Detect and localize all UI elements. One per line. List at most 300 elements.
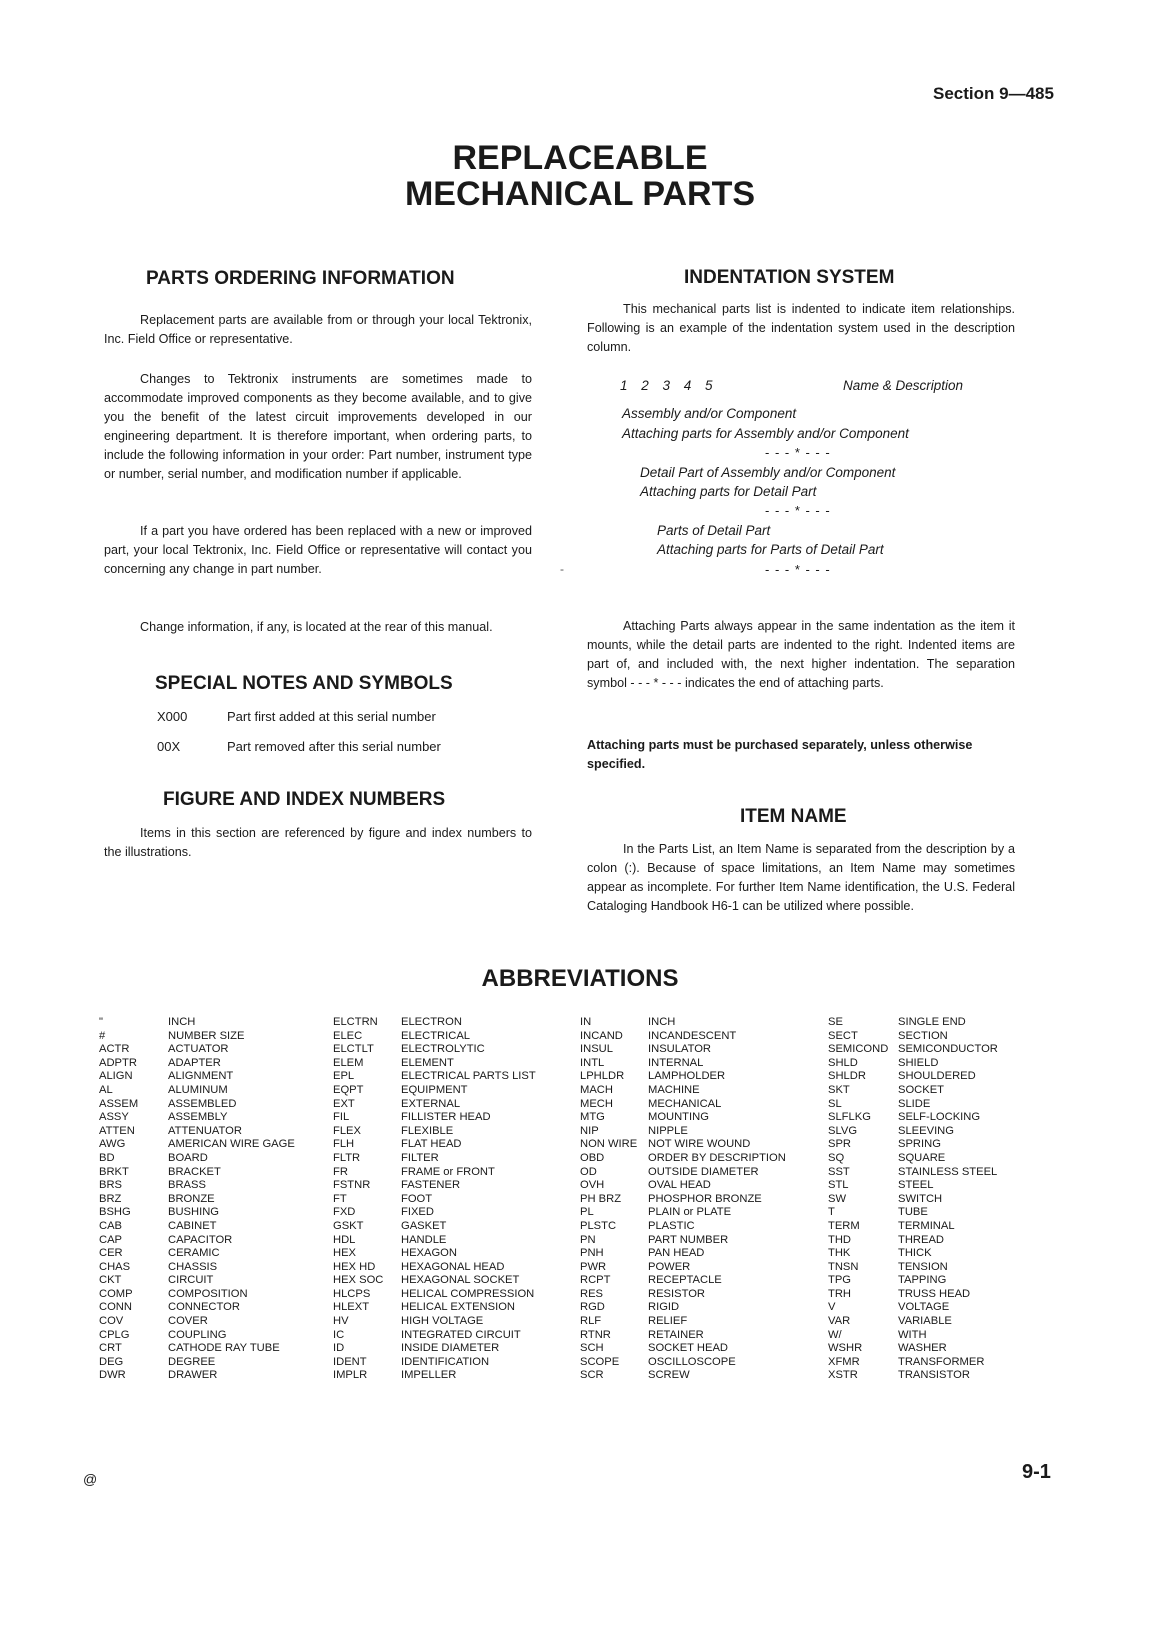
abbreviation-row <box>580 1301 786 1315</box>
indent-line-3: Detail Part of Assembly and/or Component <box>640 465 896 480</box>
copyright-mark: @ <box>83 1471 98 1487</box>
abbreviation-code: ELCTRN <box>333 1016 378 1028</box>
abbreviation-code: CONN <box>99 1301 132 1314</box>
abbreviation-code: IC <box>333 1328 345 1341</box>
abbreviation-row <box>580 1070 786 1084</box>
abbreviation-meaning: INTEGRATED CIRCUIT <box>401 1328 521 1341</box>
abbreviation-row <box>333 1315 536 1329</box>
abbreviation-code: ADPTR <box>99 1056 137 1069</box>
abbreviation-row <box>333 1030 536 1044</box>
abbreviation-code: RLF <box>580 1315 602 1328</box>
abbreviation-meaning: SPRING <box>898 1138 941 1151</box>
abbreviation-meaning: SINGLE END <box>898 1016 966 1028</box>
abbreviation-meaning: PLASTIC <box>648 1219 695 1232</box>
abbreviation-meaning: HEXAGONAL HEAD <box>401 1260 505 1273</box>
abbreviation-meaning: SHOULDERED <box>898 1070 976 1083</box>
name-description-label: Name & Description <box>843 378 964 393</box>
abbreviation-row <box>580 1193 786 1207</box>
abbreviation-code: FR <box>333 1165 348 1178</box>
abbreviation-row <box>828 1288 998 1302</box>
abbreviation-meaning: ASSEMBLED <box>168 1097 237 1110</box>
abbreviation-code: PL <box>580 1206 594 1219</box>
abbreviation-meaning: CIRCUIT <box>168 1274 214 1287</box>
abbreviation-meaning: IDENTIFICATION <box>401 1355 490 1368</box>
abbreviation-code: " <box>99 1016 103 1028</box>
parts-ordering-heading: PARTS ORDERING INFORMATION <box>146 268 455 289</box>
abbreviation-meaning: RECEPTACLE <box>648 1274 722 1287</box>
abbreviation-code: SLVG <box>828 1124 858 1137</box>
abbreviation-meaning: SCREW <box>648 1369 690 1382</box>
abbreviation-row <box>99 1166 295 1180</box>
abbreviation-meaning: FRAME or FRONT <box>401 1165 495 1178</box>
abbreviation-code: CHAS <box>99 1260 131 1273</box>
abbreviation-row <box>99 1274 295 1288</box>
abbreviation-code: RES <box>580 1287 604 1300</box>
abbreviation-meaning: MACHINE <box>648 1083 700 1096</box>
abbreviation-code: RGD <box>580 1301 605 1314</box>
abbreviation-code: SL <box>828 1097 842 1110</box>
abbreviation-row <box>333 1125 536 1139</box>
abbreviation-row <box>828 1220 998 1234</box>
abbreviation-row <box>333 1247 536 1261</box>
abbreviation-code: IMPLR <box>333 1369 368 1382</box>
abbreviation-code: XSTR <box>828 1369 858 1382</box>
abbreviation-meaning: RELIEF <box>648 1315 688 1328</box>
abbreviation-row <box>828 1070 998 1084</box>
abbreviation-row <box>99 1234 295 1248</box>
abbreviation-meaning: WASHER <box>898 1342 947 1355</box>
indent-line-4: Attaching parts for Detail Part <box>640 484 817 499</box>
abbreviation-meaning: ELECTRICAL PARTS LIST <box>401 1070 536 1083</box>
abbreviation-meaning: MOUNTING <box>648 1111 709 1124</box>
abbreviation-code: HEX SOC <box>333 1274 384 1287</box>
symbol-code: X000 <box>157 709 188 724</box>
abbreviation-code: IN <box>580 1016 592 1028</box>
abbreviation-meaning: VARIABLE <box>898 1315 952 1328</box>
abbreviation-meaning: ASSEMBLY <box>168 1111 228 1124</box>
abbreviation-meaning: FASTENER <box>401 1179 461 1192</box>
abbreviation-meaning: PAN HEAD <box>648 1247 705 1260</box>
abbreviations-col-3 <box>580 1016 786 1383</box>
abbreviation-code: INSUL <box>580 1043 613 1056</box>
section-label: Section 9—485 <box>933 84 1054 103</box>
abbreviation-row <box>580 1152 786 1166</box>
abbreviation-meaning: ADAPTER <box>168 1056 221 1069</box>
abbreviation-code: IDENT <box>333 1355 367 1368</box>
abbreviation-row <box>333 1084 536 1098</box>
abbreviation-row <box>99 1084 295 1098</box>
abbreviation-meaning: ELECTRON <box>401 1016 462 1028</box>
abbreviation-meaning: FLAT HEAD <box>401 1138 462 1151</box>
abbreviation-row <box>99 1057 295 1071</box>
abbreviation-row <box>333 1193 536 1207</box>
abbreviation-meaning: BUSHING <box>168 1206 219 1219</box>
special-notes-heading: SPECIAL NOTES AND SYMBOLS <box>155 673 453 694</box>
title-line-2: MECHANICAL PARTS <box>404 175 756 213</box>
abbreviation-row <box>99 1342 295 1356</box>
abbreviation-row <box>580 1247 786 1261</box>
abbreviation-meaning: SOCKET HEAD <box>648 1342 728 1355</box>
abbreviation-code: DWR <box>99 1369 126 1382</box>
abbreviation-code: THD <box>828 1233 851 1246</box>
separator-symbol: - - - * - - - <box>765 503 831 518</box>
abbreviation-meaning: RIGID <box>648 1301 680 1314</box>
abbreviation-meaning: SLEEVING <box>898 1124 954 1137</box>
abbreviation-meaning: ALIGNMENT <box>168 1070 234 1083</box>
abbreviation-code: CER <box>99 1247 123 1260</box>
abbreviation-code: BRZ <box>99 1192 122 1205</box>
abbreviation-row <box>828 1084 998 1098</box>
abbreviation-row <box>580 1030 786 1044</box>
abbreviation-code: WSHR <box>828 1342 863 1355</box>
abbreviation-code: COMP <box>99 1287 133 1300</box>
abbreviation-row <box>99 1288 295 1302</box>
abbreviation-row <box>580 1315 786 1329</box>
abbreviation-code: CRT <box>99 1342 122 1355</box>
paragraph: If a part you have ordered has been replaced with a new or improved part, your local Tektronix, Inc. Field Office or representative will contact you concerning any change in part number. <box>104 524 532 576</box>
abbreviation-row <box>580 1111 786 1125</box>
abbreviation-row <box>99 1111 295 1125</box>
abbreviation-meaning: SQUARE <box>898 1151 946 1164</box>
abbreviation-row <box>580 1206 786 1220</box>
abbreviation-code: TNSN <box>828 1260 859 1273</box>
abbreviation-meaning: NUMBER SIZE <box>168 1029 245 1042</box>
item-name-heading: ITEM NAME <box>740 806 847 827</box>
abbreviation-row <box>333 1179 536 1193</box>
abbreviation-code: STL <box>828 1179 849 1192</box>
abbreviation-row <box>580 1369 786 1383</box>
figure-index-text <box>104 824 532 862</box>
abbreviation-meaning: BRONZE <box>168 1192 215 1205</box>
abbreviation-row <box>333 1329 536 1343</box>
separator-symbol: - - - * - - - <box>765 445 831 460</box>
abbreviation-meaning: FILTER <box>401 1151 439 1164</box>
abbreviation-code: V <box>828 1301 836 1314</box>
abbreviation-code: MECH <box>580 1097 613 1110</box>
abbreviation-code: SCOPE <box>580 1355 620 1368</box>
abbreviation-row <box>580 1220 786 1234</box>
abbreviation-meaning: TUBE <box>898 1206 928 1219</box>
abbreviation-meaning: COVER <box>168 1315 208 1328</box>
abbreviation-code: BSHG <box>99 1206 131 1219</box>
abbreviation-row <box>580 1342 786 1356</box>
abbreviation-meaning: HANDLE <box>401 1233 447 1246</box>
abbreviation-meaning: DEGREE <box>168 1355 216 1368</box>
abbreviation-meaning: GASKET <box>401 1219 447 1232</box>
abbreviation-row <box>580 1125 786 1139</box>
abbreviation-meaning: DRAWER <box>168 1369 218 1382</box>
abbreviation-row <box>828 1057 998 1071</box>
indentation-heading: INDENTATION SYSTEM <box>684 267 895 288</box>
abbreviation-row <box>828 1193 998 1207</box>
paragraph: Attaching Parts always appear in the same indentation as the item it mounts, while the detail parts are indented to the right. Indented items are part of, and included with, the next higher indentation. The separation symbol - - - * - - - indicates the end of attaching parts. <box>587 619 1015 690</box>
abbreviation-meaning: CHASSIS <box>168 1260 218 1273</box>
abbreviation-code: ELEM <box>333 1056 364 1069</box>
abbreviation-code: CPLG <box>99 1328 130 1341</box>
abbreviation-row <box>828 1166 998 1180</box>
abbreviation-code: SKT <box>828 1083 850 1096</box>
figure-index-heading: FIGURE AND INDEX NUMBERS <box>163 789 446 810</box>
abbreviation-code: AWG <box>99 1138 126 1151</box>
abbreviation-row <box>828 1261 998 1275</box>
abbreviation-row <box>333 1152 536 1166</box>
abbreviation-row <box>580 1356 786 1370</box>
abbreviation-meaning: SOCKET <box>898 1083 945 1096</box>
abbreviation-meaning: THREAD <box>898 1233 944 1246</box>
abbreviation-row <box>333 1206 536 1220</box>
abbreviation-row <box>580 1043 786 1057</box>
abbreviation-code: SQ <box>828 1151 845 1164</box>
abbreviation-code: SW <box>828 1192 847 1205</box>
abbreviation-meaning: NIPPLE <box>648 1124 688 1137</box>
paragraph: Items in this section are referenced by figure and index numbers to the illustrations. <box>104 826 532 859</box>
abbreviation-meaning: HELICAL COMPRESSION <box>401 1287 535 1300</box>
abbreviation-code: XFMR <box>828 1355 860 1368</box>
abbreviation-code: PNH <box>580 1247 604 1260</box>
abbreviation-code: THK <box>828 1247 851 1260</box>
parts-ordering-para-4 <box>104 618 532 637</box>
abbreviation-meaning: CAPACITOR <box>168 1233 233 1246</box>
abbreviation-meaning: STAINLESS STEEL <box>898 1165 998 1178</box>
abbreviation-row <box>580 1261 786 1275</box>
abbreviation-meaning: COUPLING <box>168 1328 227 1341</box>
abbreviation-code: DEG <box>99 1355 124 1368</box>
abbreviation-row <box>828 1315 998 1329</box>
abbreviation-code: PLSTC <box>580 1219 617 1232</box>
page-title <box>0 140 1160 212</box>
abbreviation-code: SCR <box>580 1369 604 1382</box>
abbreviations-col-1 <box>99 1016 295 1383</box>
paragraph: This mechanical parts list is indented to indicate item relationships. Following is an example of the indentation system used in the description column. <box>587 302 1015 354</box>
abbreviation-row <box>828 1342 998 1356</box>
abbreviation-meaning: SLIDE <box>898 1097 931 1110</box>
abbreviation-row <box>333 1234 536 1248</box>
abbreviation-code: FT <box>333 1192 347 1205</box>
abbreviation-meaning: FOOT <box>401 1192 433 1205</box>
abbreviation-code: NON WIRE <box>580 1138 638 1151</box>
symbol-meaning: Part first added at this serial number <box>227 709 436 724</box>
abbreviation-meaning: SWITCH <box>898 1192 943 1205</box>
abbreviation-code: VAR <box>828 1315 851 1328</box>
abbreviation-meaning: HELICAL EXTENSION <box>401 1301 515 1314</box>
abbreviation-code: FLTR <box>333 1151 361 1164</box>
abbreviation-row <box>828 1329 998 1343</box>
abbreviation-row <box>580 1016 786 1030</box>
abbreviation-code: SHLD <box>828 1056 858 1069</box>
abbreviation-row <box>828 1152 998 1166</box>
page-number: 9-1 <box>1022 1461 1051 1483</box>
abbreviation-code: TRH <box>828 1287 851 1300</box>
item-name-text <box>587 840 1015 916</box>
abbreviation-code: GSKT <box>333 1219 364 1232</box>
abbreviation-code: SPR <box>828 1138 852 1151</box>
abbreviation-meaning: PART NUMBER <box>648 1233 729 1246</box>
abbreviation-code: T <box>828 1206 835 1219</box>
separator-symbol: - - - * - - - <box>765 562 831 577</box>
abbreviation-row <box>580 1234 786 1248</box>
abbreviation-row <box>99 1016 295 1030</box>
abbreviation-meaning: THICK <box>898 1247 932 1260</box>
paragraph: In the Parts List, an Item Name is separated from the description by a colon (:). Because of space limitations, an Item Name may sometimes appear as incomplete. For further Item Name identification, the U.S. Federal Cataloging Handbook H6-1 can be utilized where possible. <box>587 842 1015 913</box>
abbreviation-row <box>99 1369 295 1383</box>
abbreviation-code: HV <box>333 1315 349 1328</box>
abbreviation-meaning: AMERICAN WIRE GAGE <box>168 1138 295 1151</box>
parts-ordering-para-1 <box>104 311 532 349</box>
abbreviation-row <box>333 1369 536 1383</box>
abbreviation-row <box>333 1057 536 1071</box>
abbreviation-row <box>580 1057 786 1071</box>
abbreviation-meaning: FLEXIBLE <box>401 1124 454 1137</box>
abbreviation-row <box>333 1138 536 1152</box>
abbreviation-meaning: PLAIN or PLATE <box>648 1206 732 1219</box>
abbreviation-row <box>333 1274 536 1288</box>
abbreviation-meaning: INSULATOR <box>648 1043 711 1056</box>
indent-line-6: Attaching parts for Parts of Detail Part <box>657 542 884 557</box>
abbreviation-meaning: RETAINER <box>648 1328 704 1341</box>
abbreviation-row <box>828 1247 998 1261</box>
abbreviation-code: FLH <box>333 1138 355 1151</box>
abbreviation-meaning: BRACKET <box>168 1165 221 1178</box>
abbreviation-code: RTNR <box>580 1328 611 1341</box>
abbreviation-row <box>99 1315 295 1329</box>
abbreviation-row <box>828 1356 998 1370</box>
abbreviation-row <box>99 1070 295 1084</box>
abbreviation-code: HDL <box>333 1233 356 1246</box>
abbreviation-row <box>99 1193 295 1207</box>
abbreviation-meaning: ATTENUATOR <box>168 1124 242 1137</box>
abbreviation-meaning: ACTUATOR <box>168 1043 229 1056</box>
abbreviation-row <box>333 1288 536 1302</box>
paragraph: Change information, if any, is located at the rear of this manual. <box>140 620 493 634</box>
abbreviation-row <box>828 1043 998 1057</box>
abbreviation-row <box>580 1098 786 1112</box>
abbreviation-code: ASSY <box>99 1111 129 1124</box>
abbreviation-row <box>99 1206 295 1220</box>
abbreviation-row <box>99 1030 295 1044</box>
abbreviation-code: SCH <box>580 1342 604 1355</box>
abbreviation-code: HLEXT <box>333 1301 370 1314</box>
abbreviation-code: ACTR <box>99 1043 130 1056</box>
abbreviation-row <box>580 1288 786 1302</box>
parts-ordering-para-3 <box>104 522 532 579</box>
title-line-1: REPLACEABLE <box>452 139 708 177</box>
abbreviation-row <box>828 1179 998 1193</box>
abbreviation-code: MACH <box>580 1083 613 1096</box>
abbreviation-row <box>333 1261 536 1275</box>
abbreviation-code: SST <box>828 1165 850 1178</box>
abbreviation-meaning: HEXAGONAL SOCKET <box>401 1274 520 1287</box>
abbreviation-code: EQPT <box>333 1083 364 1096</box>
abbreviation-code: FLEX <box>333 1124 361 1137</box>
abbreviation-row <box>828 1206 998 1220</box>
abbreviation-meaning: CABINET <box>168 1219 217 1232</box>
indentation-intro <box>587 300 1015 357</box>
abbreviation-code: ELEC <box>333 1029 363 1042</box>
abbreviation-row <box>333 1301 536 1315</box>
abbreviation-row <box>580 1274 786 1288</box>
abbreviation-meaning: TRANSFORMER <box>898 1355 985 1368</box>
abbreviation-meaning: TRANSISTOR <box>898 1369 970 1382</box>
abbreviation-code: LPHLDR <box>580 1070 625 1083</box>
abbreviation-meaning: TERMINAL <box>898 1219 955 1232</box>
abbreviation-row <box>99 1301 295 1315</box>
abbreviation-row <box>828 1125 998 1139</box>
abbreviation-meaning: SELF-LOCKING <box>898 1111 981 1124</box>
abbreviation-row <box>99 1261 295 1275</box>
abbreviation-code: INCAND <box>580 1029 623 1042</box>
abbreviation-row <box>99 1247 295 1261</box>
abbreviation-meaning: HIGH VOLTAGE <box>401 1315 484 1328</box>
attaching-parts-note: Attaching parts must be purchased separately, unless otherwise specified. <box>587 738 973 771</box>
abbreviation-row <box>333 1166 536 1180</box>
abbreviation-row <box>333 1342 536 1356</box>
abbreviation-row <box>99 1329 295 1343</box>
abbreviation-code: HLCPS <box>333 1287 371 1300</box>
abbreviation-row <box>580 1084 786 1098</box>
abbreviation-row <box>828 1098 998 1112</box>
abbreviation-meaning: BOARD <box>168 1151 208 1164</box>
abbreviation-meaning: SEMICONDUCTOR <box>898 1043 998 1056</box>
abbreviation-code: EXT <box>333 1097 355 1110</box>
abbreviation-code: ID <box>333 1342 345 1355</box>
abbreviation-meaning: TAPPING <box>898 1274 947 1287</box>
abbreviation-row <box>99 1098 295 1112</box>
margin-mark: - <box>560 562 564 576</box>
abbreviation-row <box>580 1179 786 1193</box>
indent-line-2: Attaching parts for Assembly and/or Component <box>622 426 909 441</box>
abbreviation-row <box>99 1043 295 1057</box>
abbreviation-row <box>828 1016 998 1030</box>
abbreviation-row <box>333 1356 536 1370</box>
abbreviation-meaning: PHOSPHOR BRONZE <box>648 1192 762 1205</box>
abbreviation-row <box>580 1166 786 1180</box>
abbreviation-meaning: ALUMINUM <box>168 1083 228 1096</box>
abbreviation-meaning: NOT WIRE WOUND <box>648 1138 751 1151</box>
abbreviation-meaning: RESISTOR <box>648 1287 705 1300</box>
abbreviation-row <box>828 1234 998 1248</box>
abbreviation-code: NIP <box>580 1124 599 1137</box>
parts-ordering-para-2 <box>104 370 532 484</box>
abbreviation-meaning: ELECTROLYTIC <box>401 1043 485 1056</box>
abbreviation-meaning: COMPOSITION <box>168 1287 248 1300</box>
abbreviation-row <box>580 1138 786 1152</box>
abbreviation-meaning: WITH <box>898 1328 927 1341</box>
abbreviation-meaning: INCH <box>168 1016 196 1028</box>
abbreviation-meaning: SECTION <box>898 1029 948 1042</box>
abbreviation-meaning: HEXAGON <box>401 1247 457 1260</box>
abbreviation-meaning: OUTSIDE DIAMETER <box>648 1165 759 1178</box>
abbreviation-row <box>333 1070 536 1084</box>
abbreviation-code: SECT <box>828 1029 858 1042</box>
abbreviation-row <box>828 1369 998 1383</box>
abbreviation-code: OD <box>580 1165 597 1178</box>
abbreviation-code: # <box>99 1029 106 1042</box>
abbreviation-code: SHLDR <box>828 1070 866 1083</box>
abbreviation-code: INTL <box>580 1056 605 1069</box>
abbreviation-meaning: INCANDESCENT <box>648 1029 737 1042</box>
abbreviation-code: OBD <box>580 1151 605 1164</box>
abbreviation-code: FIL <box>333 1111 350 1124</box>
abbreviation-code: OVH <box>580 1179 605 1192</box>
abbreviation-meaning: EXTERNAL <box>401 1097 461 1110</box>
abbreviation-meaning: ELECTRICAL <box>401 1029 471 1042</box>
attaching-parts-text <box>587 617 1015 693</box>
abbreviation-code: CAP <box>99 1233 123 1246</box>
abbreviation-code: COV <box>99 1315 124 1328</box>
abbreviation-row <box>333 1016 536 1030</box>
abbreviation-code: TPG <box>828 1274 851 1287</box>
abbreviation-meaning: CERAMIC <box>168 1247 220 1260</box>
